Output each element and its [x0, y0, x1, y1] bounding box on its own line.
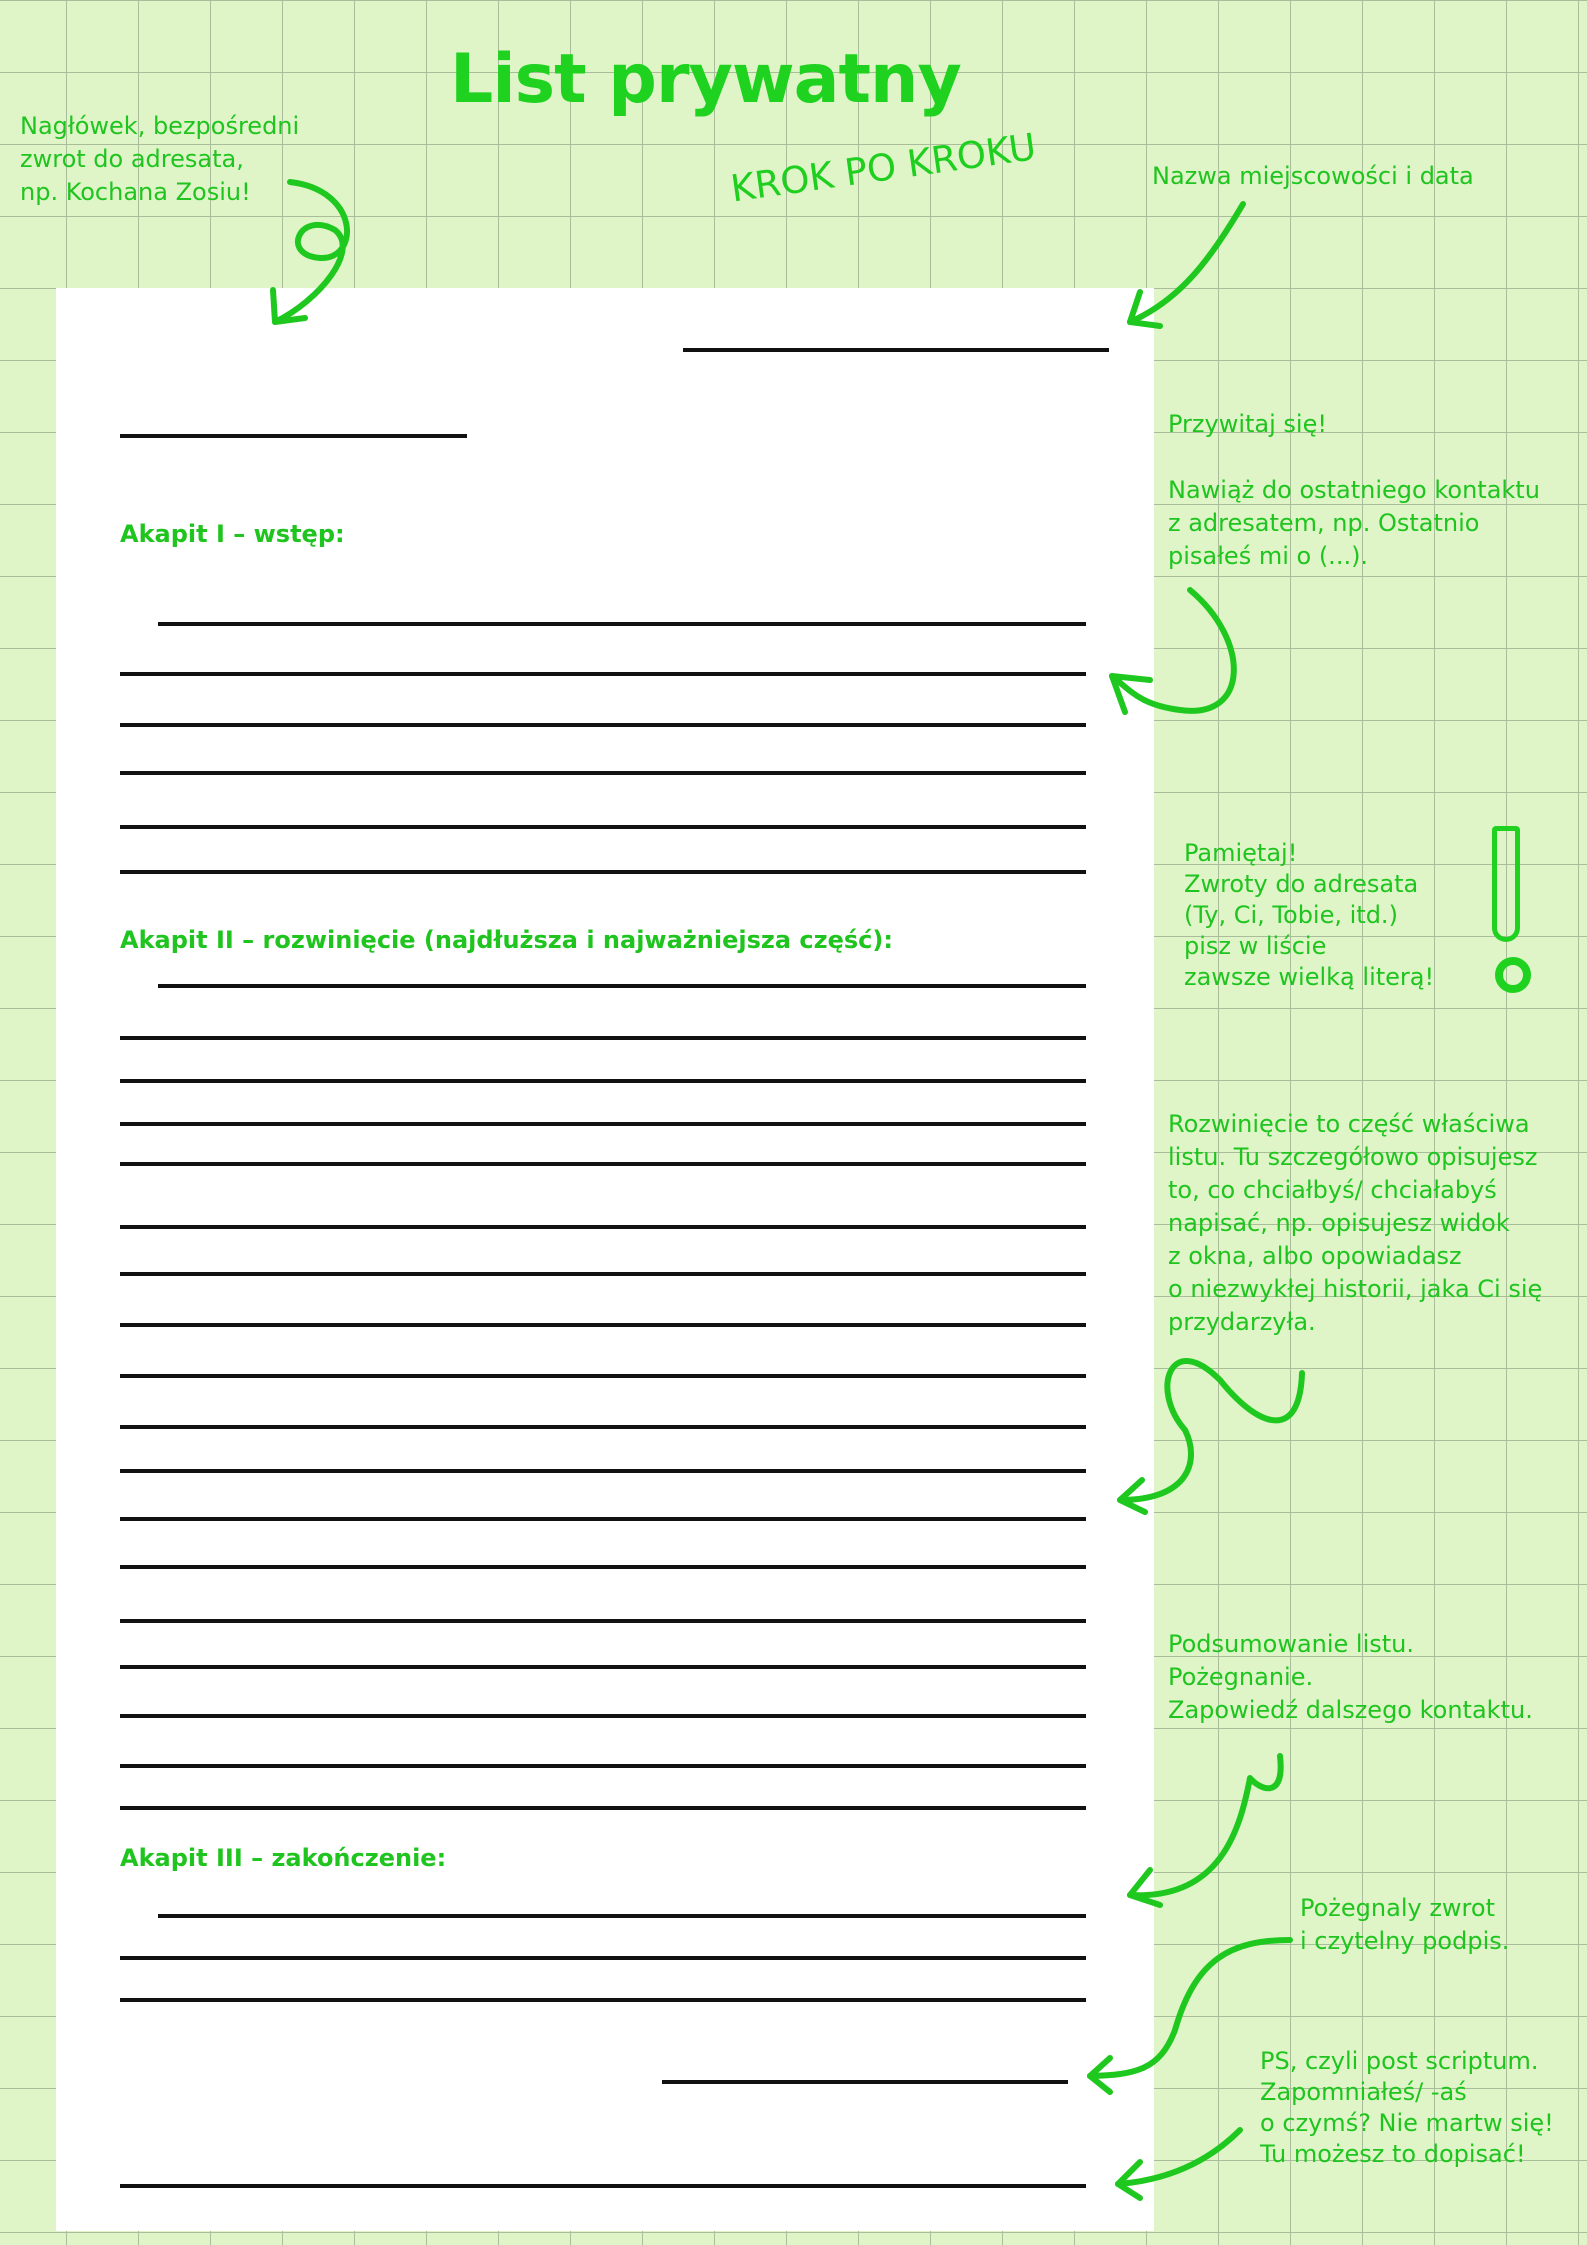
writing-line[interactable] — [120, 1998, 1086, 2002]
page-subtitle: KROK PO KROKU — [728, 125, 1039, 211]
writing-line[interactable] — [120, 1036, 1086, 1040]
exclamation-icon — [1492, 826, 1520, 942]
writing-line[interactable] — [158, 984, 1086, 988]
writing-line[interactable] — [158, 1914, 1086, 1918]
note-greeting: Przywitaj się! Nawiąż do ostatniego kontaktu z adresatem, np. Ostatnio pisałeś mi o (...). — [1168, 410, 1540, 570]
writing-line[interactable] — [120, 1764, 1086, 1768]
writing-line[interactable] — [120, 1714, 1086, 1718]
exclamation-dot-icon — [1495, 957, 1531, 993]
place-date-line[interactable] — [683, 348, 1109, 352]
signature-line[interactable] — [662, 2080, 1068, 2084]
note-development: Rozwinięcie to część właściwa listu. Tu szczegółowo opisujesz to, co chciałbyś/ chciałabyś napisać, np. opisujesz widok z okna, albo opowiadasz o niezwykłej historii, jaka Ci się przydarzyła. — [1168, 1110, 1543, 1336]
note-header: Nagłówek, bezpośredni zwrot do adresata, np. Kochana Zosiu! — [20, 112, 300, 206]
heading-ending: Akapit III – zakończenie: — [120, 1844, 447, 1872]
writing-line[interactable] — [120, 672, 1086, 676]
note-remember: Pamiętaj! Zwroty do adresata (Ty, Ci, Tobie, itd.) pisz w liście zawsze wielką literą! — [1184, 839, 1435, 991]
page-title: List prywatny — [450, 40, 961, 119]
writing-line[interactable] — [120, 1565, 1086, 1569]
writing-line[interactable] — [120, 1079, 1086, 1083]
heading-intro: Akapit I – wstęp: — [120, 520, 345, 548]
writing-line[interactable] — [120, 1469, 1086, 1473]
writing-line[interactable] — [120, 870, 1086, 874]
salutation-line[interactable] — [120, 434, 467, 438]
writing-line[interactable] — [120, 825, 1086, 829]
writing-line[interactable] — [120, 1517, 1086, 1521]
writing-line[interactable] — [158, 622, 1086, 626]
writing-line[interactable] — [120, 1806, 1086, 1810]
ps-line[interactable] — [120, 2184, 1086, 2188]
writing-line[interactable] — [120, 1323, 1086, 1327]
writing-line[interactable] — [120, 1665, 1086, 1669]
writing-line[interactable] — [120, 1619, 1086, 1623]
writing-line[interactable] — [120, 1956, 1086, 1960]
letter-paper — [56, 288, 1154, 2231]
writing-line[interactable] — [120, 771, 1086, 775]
note-summary: Podsumowanie listu. Pożegnanie. Zapowiedź dalszego kontaktu. — [1168, 1630, 1533, 1724]
writing-line[interactable] — [120, 1425, 1086, 1429]
writing-line[interactable] — [120, 723, 1086, 727]
note-farewell: Pożegnaly zwrot i czytelny podpis. — [1300, 1894, 1510, 1955]
writing-line[interactable] — [120, 1225, 1086, 1229]
writing-line[interactable] — [120, 1374, 1086, 1378]
heading-body: Akapit II – rozwinięcie (najdłuższa i najważniejsza część): — [120, 926, 893, 954]
note-place-date: Nazwa miejscowości i data — [1152, 162, 1474, 190]
writing-line[interactable] — [120, 1122, 1086, 1126]
writing-line[interactable] — [120, 1272, 1086, 1276]
writing-line[interactable] — [120, 1162, 1086, 1166]
note-ps: PS, czyli post scriptum. Zapomniałeś/ -aś o czymś? Nie martw się! Tu możesz to dopisać! — [1260, 2047, 1554, 2168]
